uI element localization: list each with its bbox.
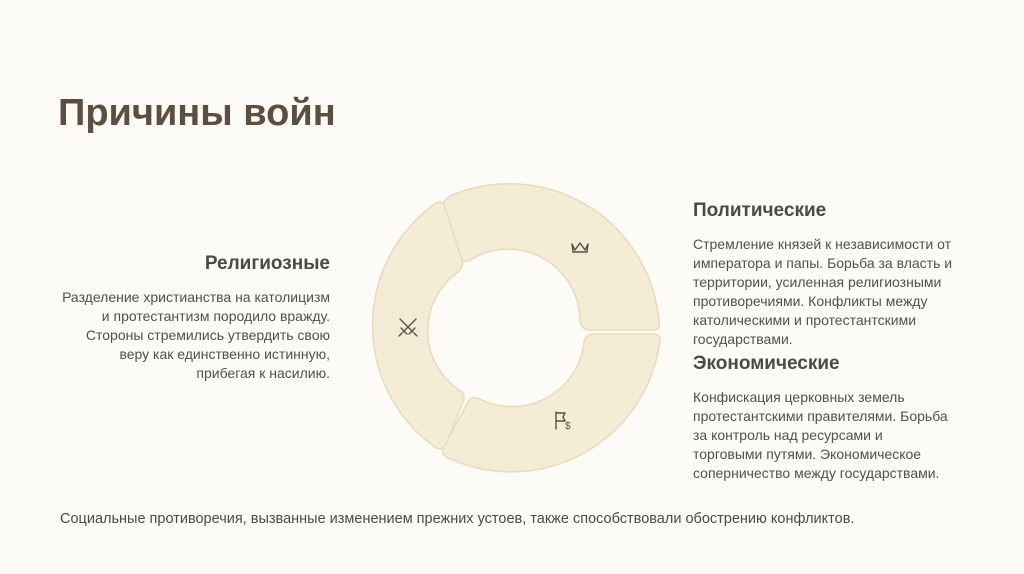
religious-heading: Религиозные <box>204 253 330 274</box>
ring-segment-economic <box>443 334 660 472</box>
religious-block <box>60 252 330 383</box>
religious-text: Разделение христианства на католицизм и протестантизм породило вражду. Стороны стремились утвердить свою веру как единственно истинную, прибегая к насилию. <box>62 289 330 381</box>
page-title: Причины войн <box>58 92 336 134</box>
footer-note: Социальные противоречия, вызванные изменением прежних устоев, также способствовали обострению конфликтов. <box>60 511 855 527</box>
political-heading: Политические <box>693 200 827 221</box>
economic-block <box>693 352 953 483</box>
ring-segment-religious <box>373 202 464 449</box>
political-text: Стремление князей к независимости от императора и папы. Борьба за власть и территории, усиленная религиозными противоречиями. Конфликты между католическими и протестантскими государствами. <box>693 236 953 347</box>
economic-heading: Экономические <box>693 353 840 374</box>
political-block <box>693 199 953 349</box>
ring-segment-political <box>444 184 660 330</box>
dollar-symbol: $ <box>565 421 571 432</box>
causes-ring-diagram <box>362 180 662 480</box>
economic-text: Конфискация церковных земель протестантскими правителями. Борьба за контроль над ресурсами и торговыми путями. Экономическое соперничество между государствами. <box>693 389 948 481</box>
